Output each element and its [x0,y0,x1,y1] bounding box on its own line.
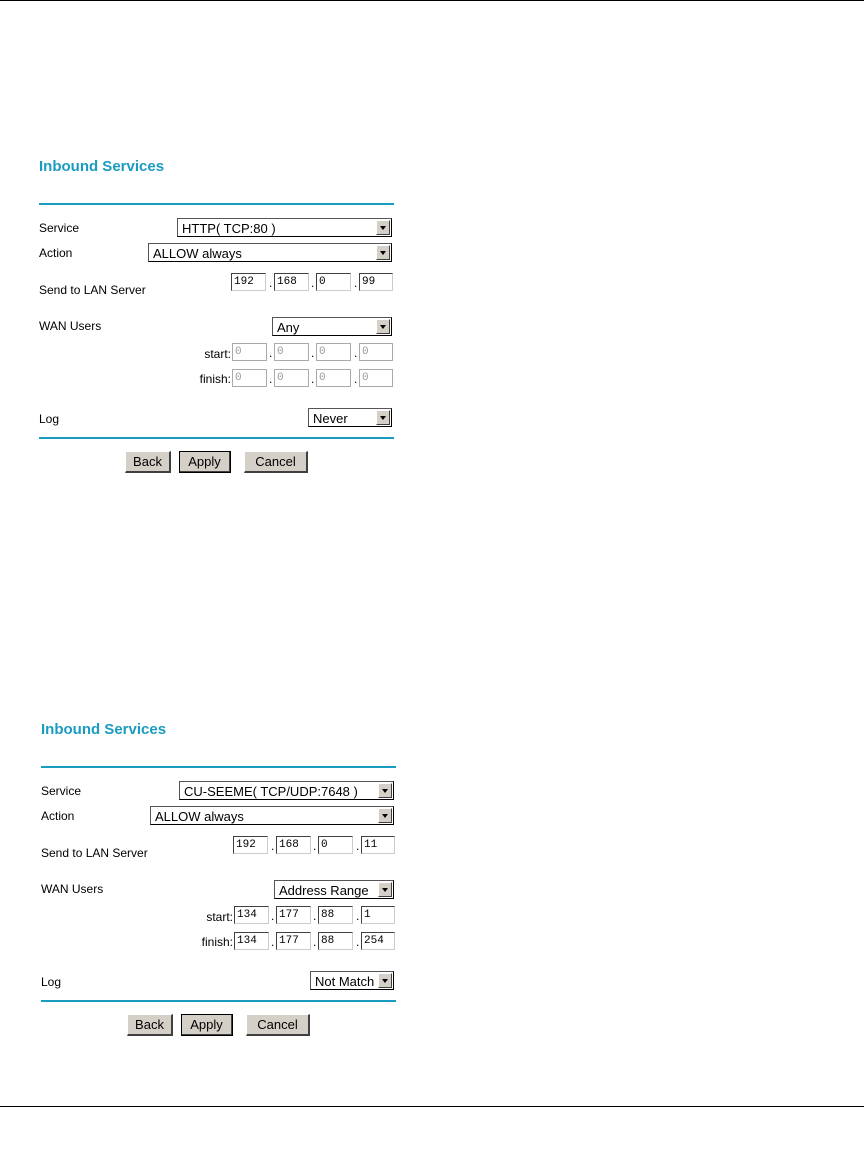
panel-title: Inbound Services [39,158,165,175]
service-label: Service [41,784,82,798]
ip-dot: . [313,909,317,923]
service-select-value: HTTP( TCP:80 ) [182,221,276,236]
ip-dot: . [271,839,275,853]
action-label: Action [39,246,73,260]
ip-dot: . [311,372,315,386]
finish-label: finish: [201,935,233,949]
ip-dot: . [271,909,275,923]
ip-dot: . [354,276,358,290]
lan-ip-octet-3[interactable]: 0 [316,273,351,291]
start-ip-octet-2[interactable]: 0 [274,343,309,361]
lan-ip-octet-2[interactable]: 168 [274,273,309,291]
lan-ip-octet-4[interactable]: 11 [361,836,395,854]
start-ip-octet-4[interactable]: 0 [359,343,393,361]
chevron-down-icon[interactable] [376,220,390,235]
panel-title: Inbound Services [41,721,167,738]
apply-button[interactable]: Apply [181,1014,233,1036]
ip-dot: . [269,346,273,360]
service-select[interactable] [177,218,392,237]
wan-users-select[interactable] [272,317,392,336]
ip-dot: . [354,346,358,360]
start-ip-octet-4[interactable]: 1 [361,906,395,924]
cancel-button[interactable]: Cancel [246,1014,310,1036]
ip-dot: . [354,372,358,386]
ip-dot: . [271,935,275,949]
finish-ip-octet-2[interactable]: 177 [276,932,311,950]
inbound-services-panel-2 [41,721,397,1051]
start-ip-octet-3[interactable]: 88 [318,906,353,924]
cancel-button[interactable]: Cancel [244,451,308,473]
action-select[interactable] [148,243,392,262]
start-ip-octet-1[interactable]: 134 [234,906,269,924]
ip-dot: . [311,276,315,290]
page-top-rule [0,0,864,1]
lan-server-label: Send to LAN Server [41,846,148,860]
finish-ip-octet-3[interactable]: 88 [318,932,353,950]
start-ip-octet-3[interactable]: 0 [316,343,351,361]
chevron-down-icon[interactable] [376,410,390,425]
chevron-down-icon[interactable] [376,319,390,334]
service-select[interactable] [179,781,394,800]
action-label: Action [41,809,75,823]
log-select-value: Not Match [315,974,375,989]
wan-users-select-value: Address Range [279,883,369,898]
finish-ip-octet-1[interactable]: 0 [232,369,267,387]
apply-button[interactable]: Apply [179,451,231,473]
ip-dot: . [356,935,360,949]
wan-users-label: WAN Users [39,319,102,333]
chevron-down-icon[interactable] [378,973,392,988]
chevron-down-icon[interactable] [378,882,392,897]
start-ip-octet-2[interactable]: 177 [276,906,311,924]
lan-ip-octet-4[interactable]: 99 [359,273,393,291]
lan-ip-octet-1[interactable]: 192 [233,836,268,854]
back-button[interactable]: Back [125,451,171,473]
service-select-value: CU-SEEME( TCP/UDP:7648 ) [184,784,358,799]
finish-ip-octet-4[interactable]: 0 [359,369,393,387]
divider [39,203,394,205]
divider [41,766,396,768]
finish-ip-octet-4[interactable]: 254 [361,932,395,950]
wan-users-select-value: Any [277,320,300,335]
divider [39,437,394,439]
log-label: Log [41,975,62,989]
start-label: start: [206,910,233,924]
back-button[interactable]: Back [127,1014,173,1036]
log-select[interactable] [310,971,394,990]
finish-ip-octet-2[interactable]: 0 [274,369,309,387]
start-label: start: [204,347,231,361]
page-bottom-rule [0,1106,864,1107]
ip-dot: . [269,372,273,386]
ip-dot: . [313,839,317,853]
lan-ip-octet-1[interactable]: 192 [231,273,266,291]
wan-users-label: WAN Users [41,882,104,896]
log-select[interactable] [308,408,392,427]
finish-ip-octet-1[interactable]: 134 [234,932,269,950]
start-ip-octet-1[interactable]: 0 [232,343,267,361]
chevron-down-icon[interactable] [378,783,392,798]
chevron-down-icon[interactable] [378,808,392,823]
log-select-value: Never [313,411,348,426]
ip-dot: . [311,346,315,360]
service-label: Service [39,221,80,235]
chevron-down-icon[interactable] [376,245,390,260]
lan-ip-octet-3[interactable]: 0 [318,836,353,854]
wan-users-select[interactable] [274,880,394,899]
inbound-services-panel-1 [39,158,395,488]
lan-server-label: Send to LAN Server [39,283,146,297]
finish-ip-octet-3[interactable]: 0 [316,369,351,387]
ip-dot: . [313,935,317,949]
ip-dot: . [269,276,273,290]
divider [41,1000,396,1002]
ip-dot: . [356,909,360,923]
ip-dot: . [356,839,360,853]
action-select-value: ALLOW always [153,246,242,261]
log-label: Log [39,412,60,426]
finish-label: finish: [199,372,231,386]
lan-ip-octet-2[interactable]: 168 [276,836,311,854]
action-select[interactable] [150,806,394,825]
action-select-value: ALLOW always [155,809,244,824]
